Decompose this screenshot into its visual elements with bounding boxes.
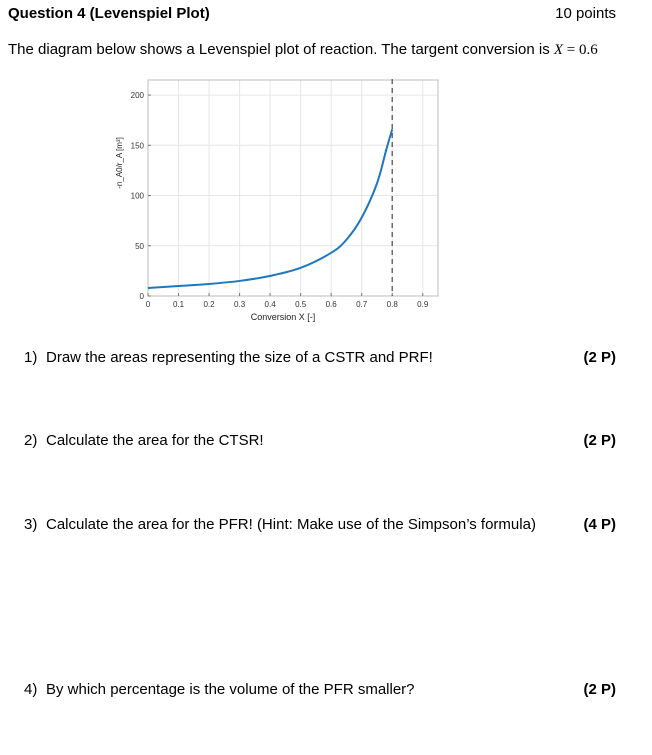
- math-value: = 0.6: [563, 42, 598, 58]
- plot-frame: [148, 80, 438, 296]
- y-tick-label: 0: [139, 292, 144, 301]
- task-text: Draw the areas representing the size of a CSTR and PRF!: [46, 349, 433, 366]
- question-header: [8, 5, 616, 25]
- x-tick-label: 0: [145, 300, 151, 309]
- levenspiel-chart: [100, 78, 450, 330]
- x-tick-label: 0.4: [264, 300, 276, 309]
- intro-sentence: The diagram below shows a Levenspiel plot of reaction. The targent conversion is: [8, 41, 554, 58]
- y-axis-label: -n_A0/r_A [m³]: [115, 137, 124, 189]
- question-title: Question 4 (Levenspiel Plot): [8, 5, 210, 22]
- task-points: (2 P): [583, 432, 616, 449]
- x-tick-label: 0.3: [234, 300, 246, 309]
- x-tick-label: 0.5: [295, 300, 307, 309]
- task-text: Calculate the area for the PFR! (Hint: Make use of the Simpson’s formula): [46, 516, 536, 533]
- task-points: (2 P): [583, 349, 616, 366]
- y-tick-label: 50: [135, 241, 144, 251]
- task-number: 1): [24, 349, 38, 366]
- y-tick-label: 200: [130, 91, 144, 101]
- x-tick-label: 0.9: [417, 300, 429, 309]
- x-tick-label: 0.6: [325, 300, 337, 309]
- task-number: 2): [24, 432, 38, 449]
- question-points: 10 points: [555, 5, 616, 22]
- math-variable: X: [553, 42, 564, 58]
- task-1: [24, 349, 616, 366]
- x-tick-label: 0.7: [356, 300, 368, 309]
- task-number: 4): [24, 681, 38, 698]
- y-tick-label: 100: [130, 191, 144, 201]
- task-3: [24, 516, 616, 533]
- task-text: By which percentage is the volume of the PFR smaller?: [46, 681, 415, 698]
- target-conversion-math: [554, 42, 598, 58]
- task-number: 3): [24, 516, 38, 533]
- x-axis-label: Conversion X [-]: [250, 312, 316, 322]
- x-tick-label: 0.2: [203, 300, 215, 309]
- task-2: [24, 432, 616, 449]
- task-points: (4 P): [583, 516, 616, 533]
- y-tick-label: 150: [130, 141, 144, 151]
- x-tick-label: 0.8: [386, 300, 398, 309]
- x-tick-label: 0.1: [172, 300, 185, 309]
- task-4: [24, 681, 616, 698]
- intro-text: [8, 41, 598, 59]
- task-text: Calculate the area for the CTSR!: [46, 432, 264, 449]
- task-points: (2 P): [583, 681, 616, 698]
